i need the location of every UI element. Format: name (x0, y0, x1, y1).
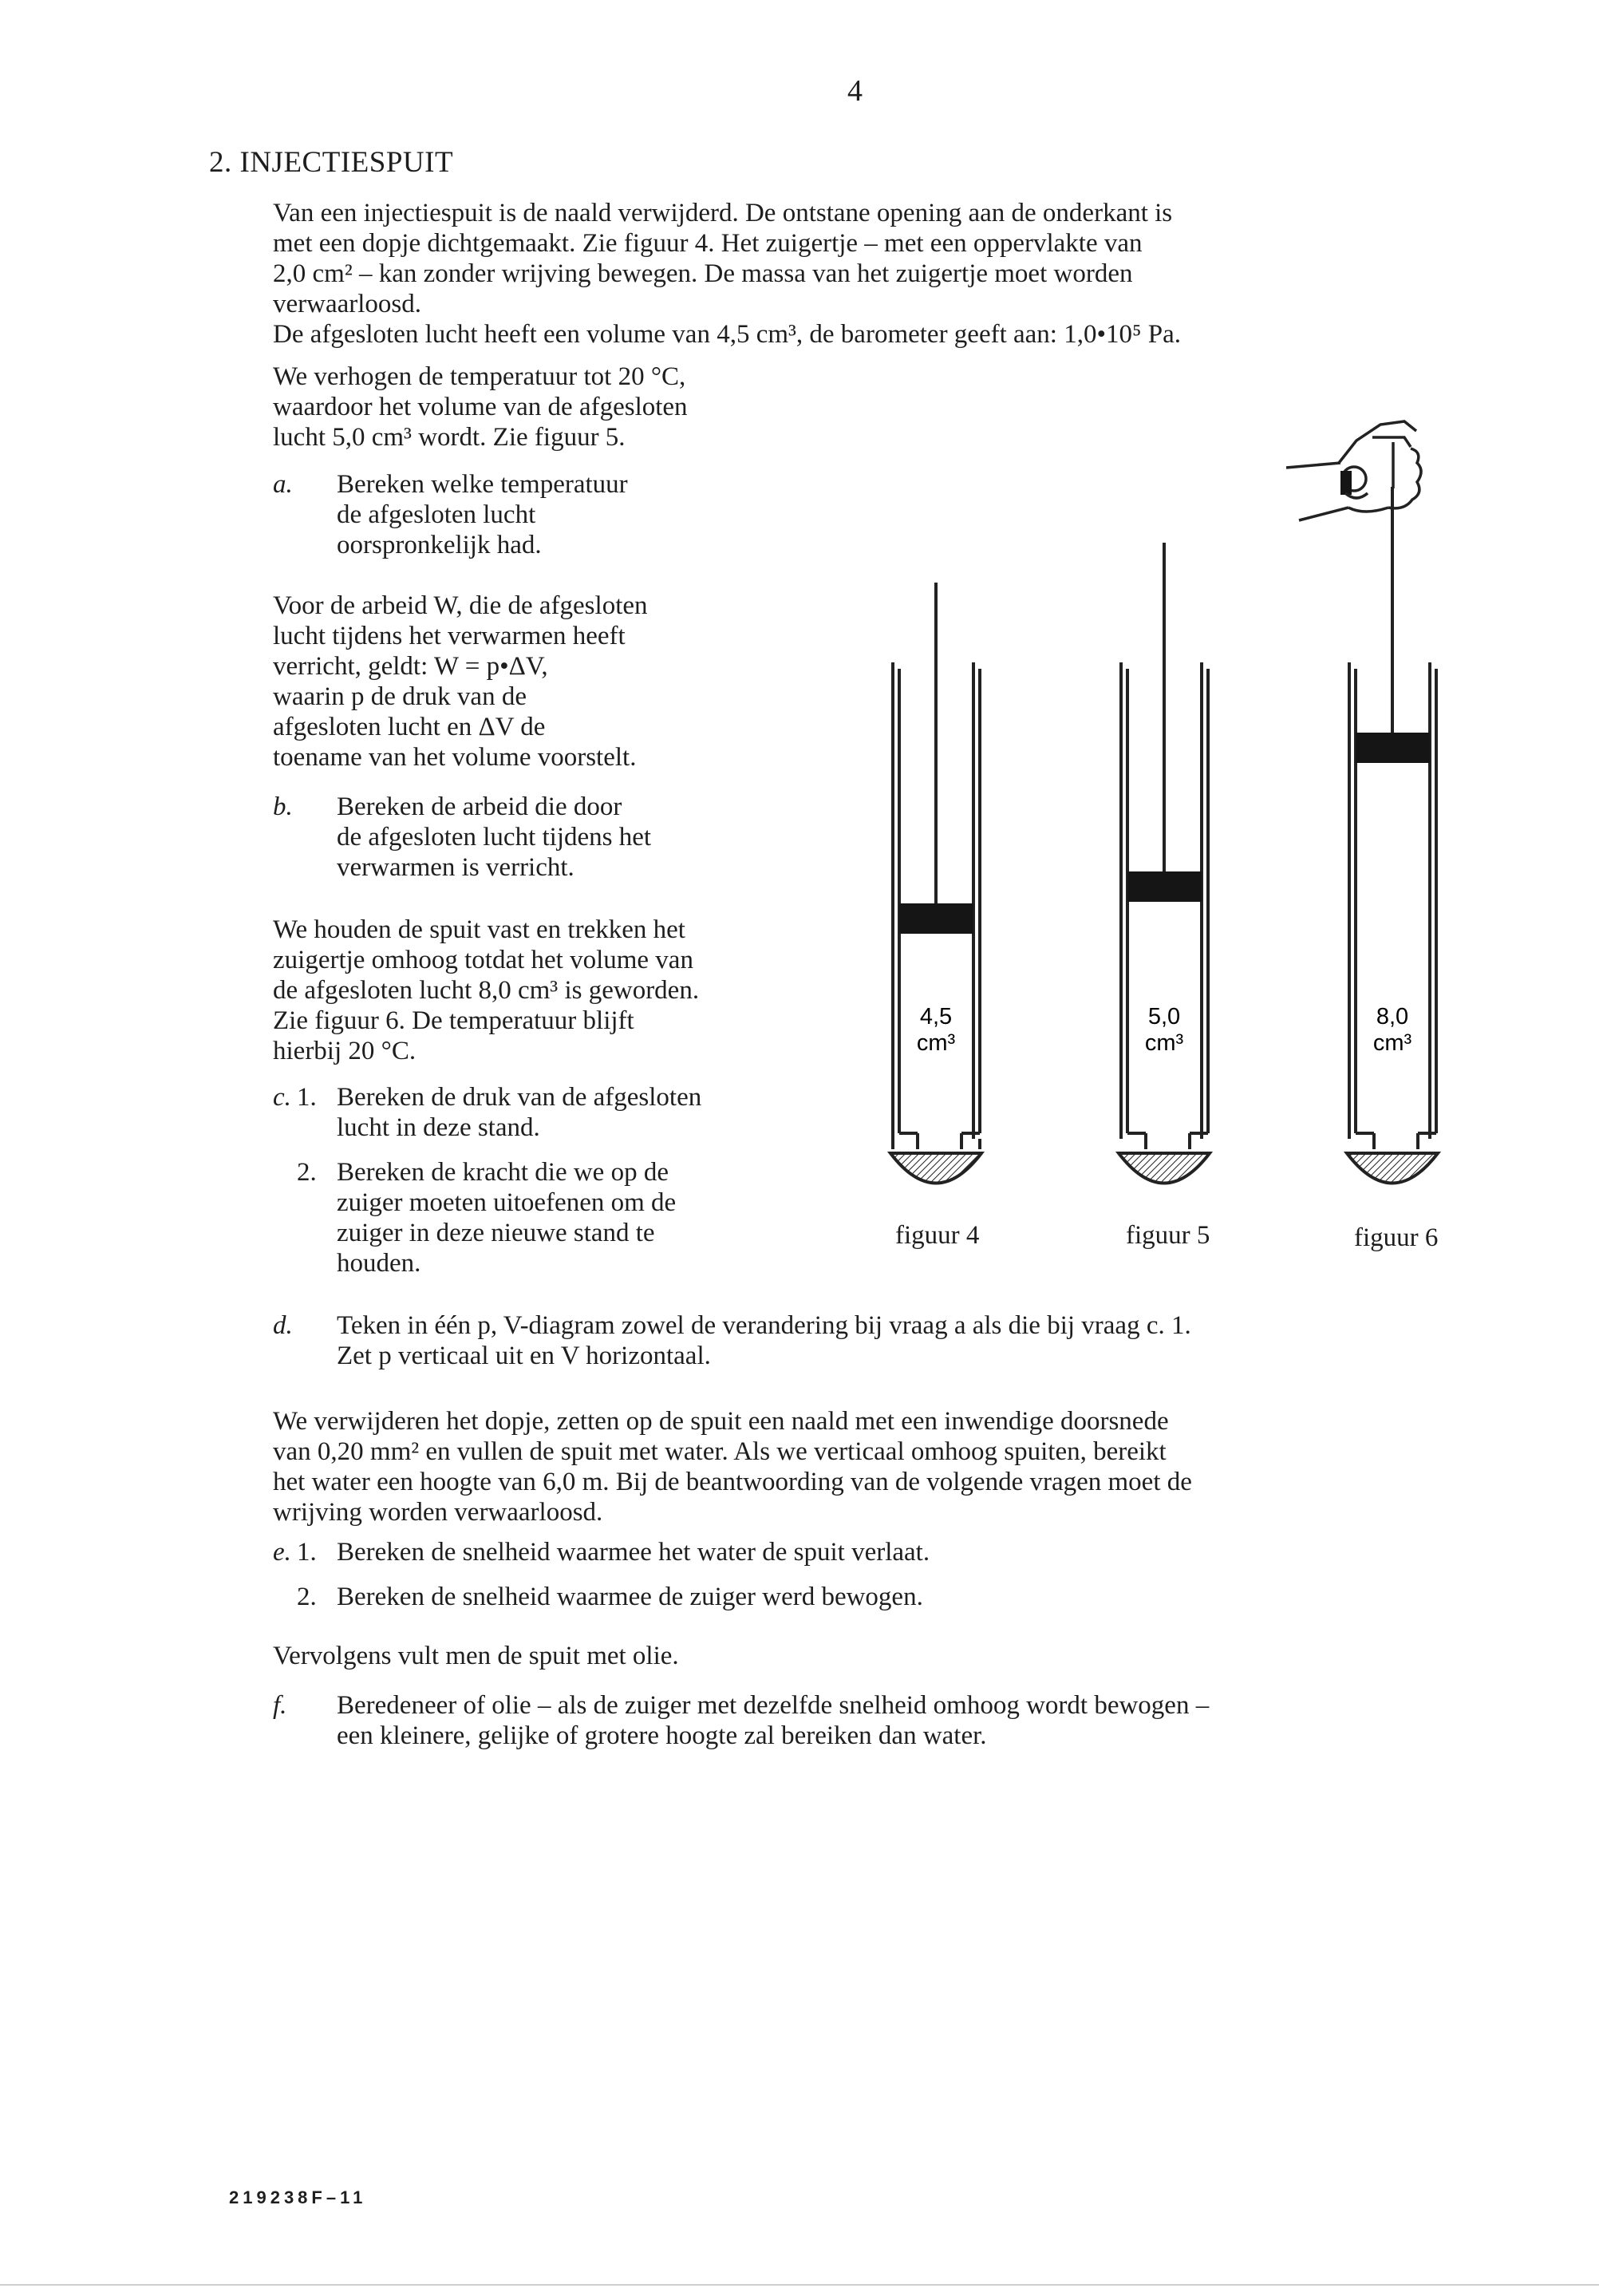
intro-line: De afgesloten lucht heeft een volume van 4,5 cm³, de barometer geeft aan: 1,0•10⁵ Pa. (273, 320, 1182, 349)
question-label: c. (273, 1083, 291, 1112)
paragraph-line: We verwijderen het dopje, zetten op de spuit een naald met een inwendige doorsnede (273, 1407, 1169, 1436)
subquestion-number: 1. (297, 1538, 317, 1567)
question-text (337, 469, 628, 560)
question-f (273, 1690, 1470, 1754)
footer-code: 219238F–11 (229, 2187, 367, 2207)
question-d (273, 1310, 1470, 1374)
question-line: zuiger moeten uitoefenen om de (337, 1188, 677, 1217)
question-e (273, 1537, 1470, 1611)
paragraph-line: het water een hoogte van 6,0 m. Bij de beantwoording van de volgende vragen moet de (273, 1468, 1192, 1496)
unit-label-figure-6: cm³ (1372, 1030, 1412, 1056)
paragraph-line: lucht tijdens het verwarmen heeft (273, 622, 626, 650)
paragraph-line: de afgesloten lucht 8,0 cm³ is geworden. (273, 976, 700, 1005)
temperature-paragraph (273, 362, 831, 452)
question-line: Bereken de snelheid waarmee de zuiger werd bewogen. (337, 1583, 923, 1611)
question-c (273, 1082, 847, 1282)
question-label: a. (273, 470, 293, 499)
page-number: 4 (847, 74, 863, 108)
question-text (337, 1082, 701, 1143)
question-line: zuiger in deze nieuwe stand te (337, 1219, 655, 1247)
question-line: Bereken welke temperatuur (337, 470, 628, 499)
volume-label-figure-5: 5,0 (1147, 1004, 1181, 1029)
syringe-figure-5 (1119, 543, 1210, 1184)
syringe-figures (862, 399, 1468, 1229)
question-label: e. (273, 1538, 291, 1567)
question-text (337, 1537, 930, 1567)
unit-label-figure-5: cm³ (1144, 1030, 1184, 1056)
section-title: 2. INJECTIESPUIT (209, 146, 454, 179)
question-text (337, 1582, 923, 1612)
hand-icon (1286, 421, 1421, 520)
syringe-figure-6 (1347, 487, 1438, 1184)
question-text (337, 1157, 676, 1278)
question-line: oorspronkelijk had. (337, 531, 542, 559)
question-label: f. (273, 1691, 287, 1720)
paragraph-line: We verhogen de temperatuur tot 20 °C, (273, 362, 686, 391)
figure-caption-6: figuur 6 (1354, 1223, 1439, 1252)
paragraph-line: verricht, geldt: W = p•ΔV, (273, 652, 548, 681)
intro-paragraph (273, 198, 1454, 350)
question-text (337, 792, 651, 883)
intro-line: met een dopje dichtgemaakt. Zie figuur 4. Het zuigertje – met een oppervlakte van (273, 229, 1143, 258)
figure-caption-4: figuur 4 (895, 1221, 980, 1250)
question-text (337, 1690, 1209, 1751)
paragraph-line: waarin p de druk van de (273, 682, 527, 711)
question-line: Bereken de snelheid waarmee het water de spuit verlaat. (337, 1538, 930, 1567)
page-bottom-edge (0, 2284, 1599, 2286)
paragraph-line: Vervolgens vult men de spuit met olie. (273, 1642, 679, 1670)
paragraph-line: toename van het volume voorstelt. (273, 743, 637, 772)
paragraph-line: hierbij 20 °C. (273, 1037, 417, 1065)
intro-line: Van een injectiespuit is de naald verwijderd. De ontstane opening aan de onderkant is (273, 199, 1173, 227)
question-line: Bereken de druk van de afgesloten (337, 1083, 702, 1112)
paragraph-line: Zie figuur 6. De temperatuur blijft (273, 1006, 634, 1035)
paragraph-line: Voor de arbeid W, die de afgesloten (273, 591, 648, 620)
question-line: een kleinere, gelijke of grotere hoogte zal bereiken dan water. (337, 1721, 987, 1750)
question-line: de afgesloten lucht tijdens het (337, 823, 652, 852)
paragraph-line: afgesloten lucht en ΔV de (273, 713, 546, 741)
question-line: de afgesloten lucht (337, 500, 536, 529)
figure-caption-5: figuur 5 (1126, 1221, 1210, 1250)
intro-line: 2,0 cm² – kan zonder wrijving bewegen. De massa van het zuigertje moet worden (273, 259, 1133, 288)
intro-line: verwaarloosd. (273, 290, 422, 318)
question-b (273, 792, 847, 887)
subquestion-number: 2. (297, 1583, 317, 1611)
paragraph-line: zuigertje omhoog totdat het volume van (273, 946, 693, 974)
subquestion-number: 2. (297, 1158, 317, 1187)
paragraph-line: van 0,20 mm² en vullen de spuit met water. Als we verticaal omhoog spuiten, bereikt (273, 1437, 1167, 1466)
question-label: d. (273, 1311, 293, 1340)
question-line: Beredeneer of olie – als de zuiger met dezelfde snelheid omhoog wordt bewogen – (337, 1691, 1210, 1720)
question-line: Teken in één p, V-diagram zowel de verandering bij vraag a als die bij vraag c. 1. (337, 1311, 1191, 1340)
water-paragraph (273, 1406, 1454, 1527)
question-line: Bereken de kracht die we op de (337, 1158, 669, 1187)
question-line: houden. (337, 1249, 421, 1278)
volume-label-figure-4: 4,5 (919, 1004, 953, 1029)
subquestion-number: 1. (297, 1083, 317, 1112)
question-line: Bereken de arbeid die door (337, 792, 622, 821)
question-text (337, 1310, 1191, 1371)
volume-label-figure-6: 8,0 (1376, 1004, 1409, 1029)
question-line: lucht in deze stand. (337, 1113, 540, 1142)
paragraph-line: wrijving worden verwaarloosd. (273, 1498, 603, 1527)
paragraph-line: We houden de spuit vast en trekken het (273, 915, 685, 944)
paragraph-line: waardoor het volume van de afgesloten (273, 393, 688, 421)
syringe-figure-4 (890, 583, 981, 1184)
question-label: b. (273, 792, 293, 821)
question-line: Zet p verticaal uit en V horizontaal. (337, 1342, 711, 1370)
paragraph-line: lucht 5,0 cm³ wordt. Zie figuur 5. (273, 423, 626, 452)
work-paragraph (273, 591, 831, 773)
unit-label-figure-4: cm³ (916, 1030, 956, 1056)
hold-paragraph (273, 915, 847, 1066)
question-a (273, 469, 847, 565)
oil-paragraph (273, 1641, 1454, 1671)
question-line: verwarmen is verricht. (337, 853, 574, 882)
